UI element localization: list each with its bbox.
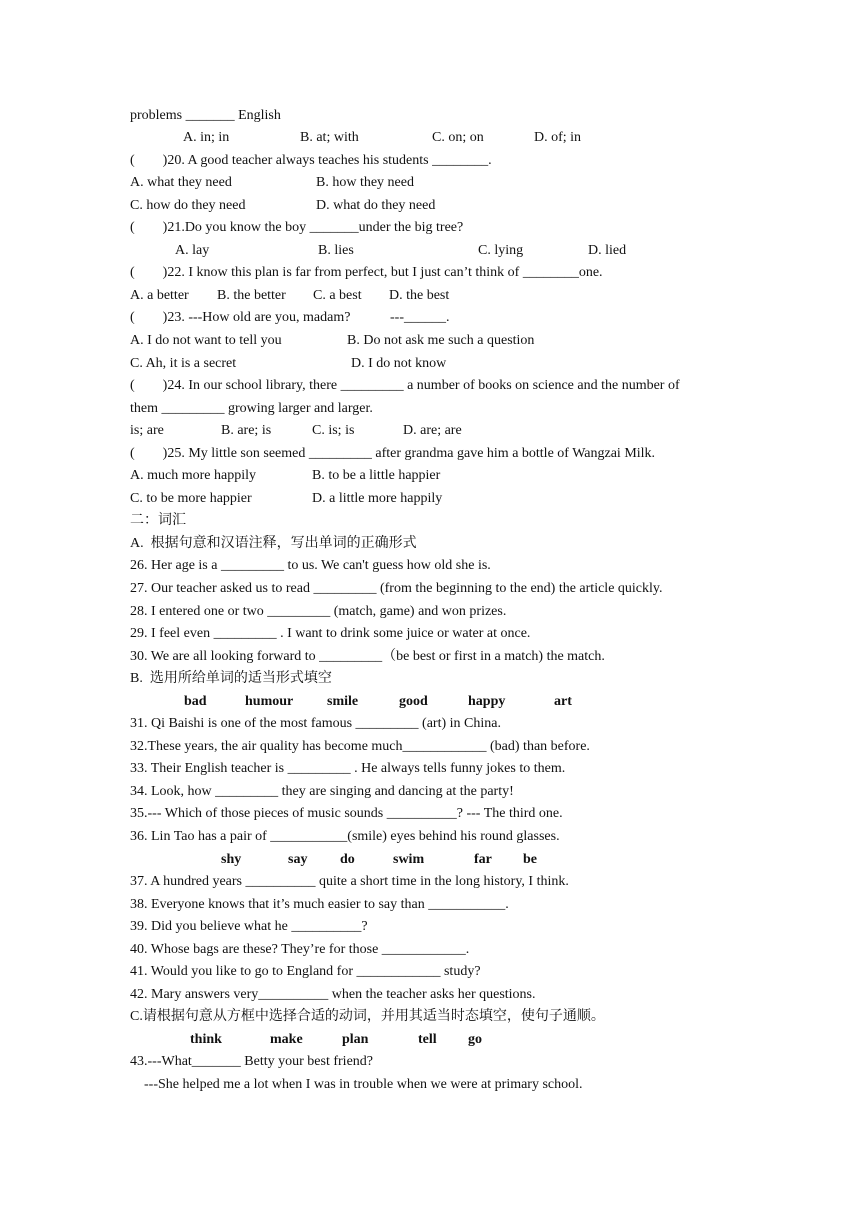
q23-option-b: B. Do not ask me such a question [347, 333, 535, 348]
word-box-2-word-do: do [340, 852, 355, 867]
q19-option-b: B. at; with [300, 130, 359, 145]
word-box-2-word-be: be [523, 852, 537, 867]
q21-option-a: A. lay [175, 243, 210, 258]
q24-option-b: B. are; is [221, 423, 272, 438]
q28: 28. I entered one or two _________ (match, game) and won prizes. [130, 604, 507, 619]
word-box-3-word-make: make [270, 1032, 303, 1047]
q19-option-a: A. in; in [183, 130, 230, 145]
q22-option-b: B. the better [217, 288, 286, 303]
q25-stem: ( )25. My little son seemed _________ after grandma gave him a bottle of Wangzai Milk. [130, 446, 656, 461]
q27: 27. Our teacher asked us to read _________ (from the beginning to the end) the article quickly. [130, 581, 663, 596]
q20-option-b: B. how they need [316, 175, 414, 190]
q24-option-c: C. is; is [312, 423, 355, 438]
q20-stem: ( )20. A good teacher always teaches his students ________. [130, 153, 492, 168]
q25-option-d: D. a little more happily [312, 491, 443, 506]
q31: 31. Qi Baishi is one of the most famous _________ (art) in China. [130, 716, 501, 731]
q24-stem-continued: them _________ growing larger and larger. [130, 401, 373, 416]
word-box-2-word-far: far [474, 852, 492, 867]
q29: 29. I feel even _________ . I want to drink some juice or water at once. [130, 626, 531, 641]
part-a-instruction: A. 根据句意和汉语注释，写出单词的正确形式 [130, 536, 417, 551]
q37: 37. A hundred years __________ quite a short time in the long history, I think. [130, 874, 569, 889]
q21-option-c: C. lying [478, 243, 524, 258]
word-box-3-word-tell: tell [418, 1032, 437, 1047]
section-2-heading: 二：词汇 [130, 513, 186, 528]
q23-option-a: A. I do not want to tell you [130, 333, 282, 348]
q25-option-a: A. much more happily [130, 468, 256, 483]
q21-option-d: D. lied [588, 243, 627, 258]
word-box-1-word-bad: bad [184, 694, 207, 709]
q35: 35.--- Which of those pieces of music sounds __________? --- The third one. [130, 806, 563, 821]
part-c-instruction: C.请根据句意从方框中选择合适的动词，并用其适当时态填空，使句子通顺。 [130, 1009, 605, 1024]
q21-stem: ( )21.Do you know the boy _______under the big tree? [130, 220, 464, 235]
q36: 36. Lin Tao has a pair of ___________(smile) eyes behind his round glasses. [130, 829, 560, 844]
word-box-1-word-good: good [399, 694, 428, 709]
q19-option-d: D. of; in [534, 130, 582, 145]
q22-option-a: A. a better [130, 288, 189, 303]
q32: 32.These years, the air quality has become much____________ (bad) than before. [130, 739, 590, 754]
q43-stem: 43.---What_______ Betty your best friend? [130, 1054, 373, 1069]
q20-option-a: A. what they need [130, 175, 232, 190]
q24-stem: ( )24. In our school library, there _________ a number of books on science and the number of [130, 378, 680, 393]
q19-option-c: C. on; on [432, 130, 484, 145]
word-box-2-word-say: say [288, 852, 308, 867]
q38: 38. Everyone knows that it’s much easier to say than ___________. [130, 897, 509, 912]
q20-option-c: C. how do they need [130, 198, 246, 213]
word-box-3-word-go: go [468, 1032, 482, 1047]
q33: 33. Their English teacher is _________ . He always tells funny jokes to them. [130, 761, 566, 776]
word-box-1-word-art: art [554, 694, 572, 709]
q22-option-c: C. a best [313, 288, 362, 303]
q24-option-d: D. are; are [403, 423, 462, 438]
q22-option-d: D. the best [389, 288, 450, 303]
q21-option-b: B. lies [318, 243, 354, 258]
q42: 42. Mary answers very__________ when the teacher asks her questions. [130, 987, 536, 1002]
q23-option-d: D. I do not know [351, 356, 447, 371]
q26: 26. Her age is a _________ to us. We can't guess how old she is. [130, 558, 491, 573]
q25-option-b: B. to be a little happier [312, 468, 441, 483]
word-box-1-word-smile: smile [327, 694, 359, 709]
word-box-2-word-shy: shy [221, 852, 242, 867]
q22-stem: ( )22. I know this plan is far from perfect, but I just can’t think of ________one. [130, 265, 603, 280]
q24-option-a: is; are [130, 423, 164, 438]
word-box-1-word-happy: happy [468, 694, 506, 709]
q25-option-c: C. to be more happier [130, 491, 252, 506]
q23-stem: ( )23. ---How old are you, madam? [130, 310, 351, 325]
q30: 30. We are all looking forward to _________（be best or first in a match) the match. [130, 649, 605, 664]
q40: 40. Whose bags are these? They’re for those ____________. [130, 942, 470, 957]
part-b-instruction: B. 选用所给单词的适当形式填空 [130, 671, 332, 686]
word-box-2-word-swim: swim [393, 852, 425, 867]
q43-reply: ---She helped me a lot when I was in trouble when we were at primary school. [144, 1077, 583, 1092]
q34: 34. Look, how _________ they are singing and dancing at the party! [130, 784, 514, 799]
q19-stem-continued: problems _______ English [130, 108, 281, 123]
q23-stem-reply: ---______. [390, 310, 450, 325]
word-box-3-word-plan: plan [342, 1032, 369, 1047]
word-box-3-word-think: think [190, 1032, 222, 1047]
q23-option-c: C. Ah, it is a secret [130, 356, 237, 371]
word-box-1-word-humour: humour [245, 694, 294, 709]
q41: 41. Would you like to go to England for ____________ study? [130, 964, 481, 979]
q39: 39. Did you believe what he __________? [130, 919, 368, 934]
q20-option-d: D. what do they need [316, 198, 436, 213]
